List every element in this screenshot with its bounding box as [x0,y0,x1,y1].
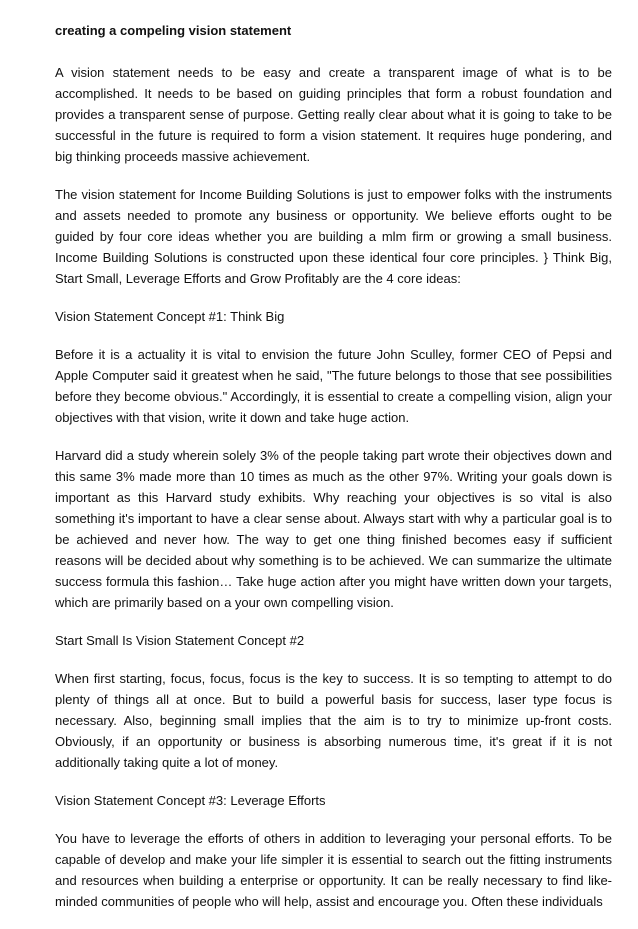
paragraph: A vision statement needs to be easy and create a transparent image of what is to be accomplished. It needs to be based on guiding principles that form a robust foundation and provides a transparent sense of purpose. Getting really clear about what it is going to take to be successful in the future is required to form a vision statement. It requires huge pondering, and big thinking proceeds massive achievement. [55,65,612,164]
paragraph: The vision statement for Income Building Solutions is just to empower folks with the instruments and assets needed to promote any business or opportunity. We believe efforts ought to be guided by four core ideas whether you are building a mlm firm or growing a small business. Income Building Solutions is constructed upon these identical four core principles. } Think Big, Start Small, Leverage Efforts and Grow Profitably are the 4 core ideas: [55,187,612,286]
paragraph: You have to leverage the efforts of others in addition to leveraging your personal efforts. To be capable of develop and make your life simpler it is essential to search out the fitting instruments and resources when building a enterprise or opportunity. It can be really necessary to find like-minded communities of people who will help, assist and encourage you. Often these individuals [55,831,612,909]
document-title: creating a compeling vision statement [55,23,292,38]
document-page [55,22,612,929]
section-heading: Start Small Is Vision Statement Concept #2 [55,633,305,648]
section-heading: Vision Statement Concept #3: Leverage Efforts [55,793,326,808]
section-heading: Vision Statement Concept #1: Think Big [55,309,285,324]
paragraph: Harvard did a study wherein solely 3% of the people taking part wrote their objectives down and this same 3% made more than 10 times as much as the other 97%. Writing your goals down is important as this Harvard study exhibits. Why reaching your objectives is so vital is also something it's important to have a clear sense about. Always start with why a particular goal is to be achieved and never how. The way to get one thing finished becomes easy if sufficient reasons will be decided about why something is to be achieved. We can summarize the ultimate success formula this fashion… Take huge action after you might have written down your targets, which are primarily based on a your own compelling vision. [55,448,612,610]
paragraph: Before it is a actuality it is vital to envision the future John Sculley, former CEO of Pepsi and Apple Computer said it greatest when he said, "The future belongs to those that see possibilities before they become obvious." Accordingly, it is essential to create a compelling vision, align your objectives with that vision, write it down and take huge action. [55,347,612,425]
paragraph: When first starting, focus, focus, focus is the key to success. It is so tempting to attempt to do plenty of things all at once. But to build a powerful basis for success, laser type focus is necessary. Also, beginning small implies that the aim is to try to minimize up-front costs. Obviously, if an opportunity or business is absorbing numerous time, it's great if it is not additionally taking quite a lot of money. [55,671,612,770]
